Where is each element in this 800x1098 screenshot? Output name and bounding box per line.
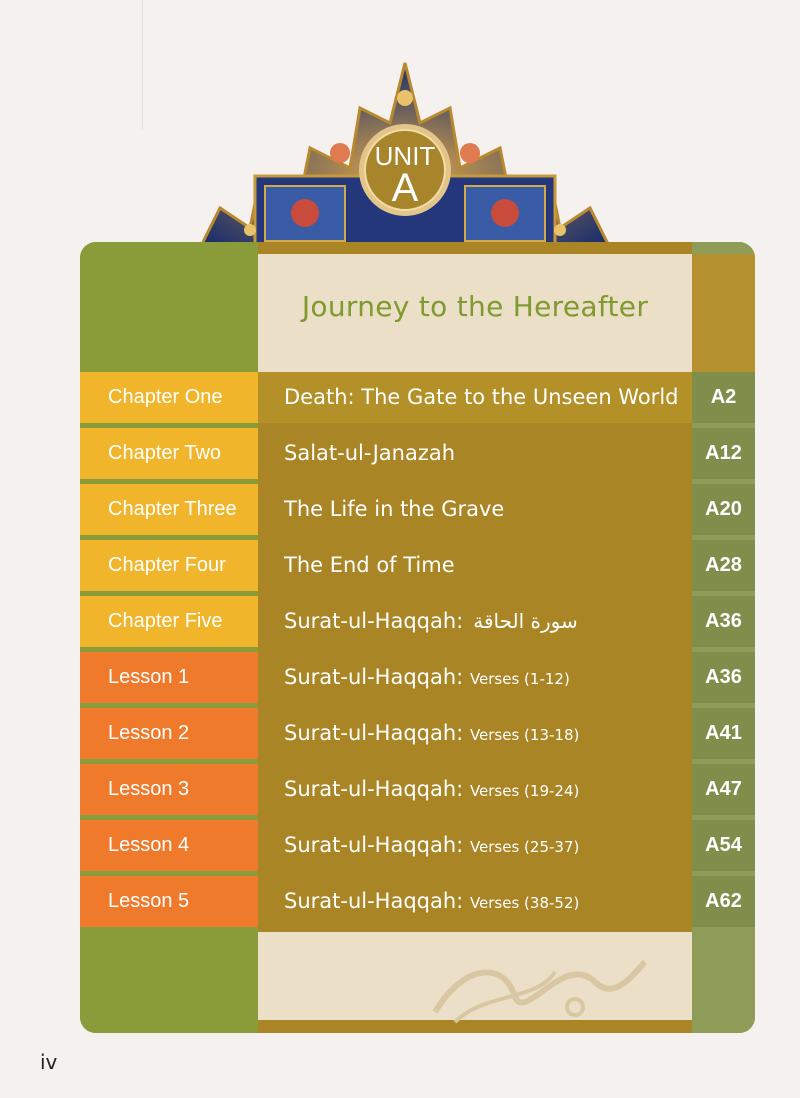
toc-row-title: Surat-ul-Haqqah: Verses (13-18) bbox=[258, 708, 692, 759]
toc-row-page: A47 bbox=[692, 764, 755, 815]
toc-row-label: Lesson 2 bbox=[80, 708, 258, 759]
toc-row-page: A41 bbox=[692, 708, 755, 759]
toc-row[interactable] bbox=[80, 596, 755, 647]
unit-title: Journey to the Hereafter bbox=[301, 290, 649, 323]
toc-row-label: Chapter Three bbox=[80, 484, 258, 535]
unit-word: UNIT bbox=[374, 141, 436, 171]
toc-row-title: Surat-ul-Haqqah: Verses (38-52) bbox=[258, 876, 692, 927]
toc-row-page: A2 bbox=[692, 372, 755, 423]
toc-row-verses: Verses (13-18) bbox=[469, 726, 580, 744]
toc-row[interactable] bbox=[80, 876, 755, 927]
toc-row[interactable] bbox=[80, 540, 755, 591]
toc-row[interactable] bbox=[80, 652, 755, 703]
toc-row-page: A62 bbox=[692, 876, 755, 927]
page-number: iv bbox=[40, 1050, 58, 1074]
toc-row-title: The Life in the Grave bbox=[258, 484, 692, 535]
toc-row-verses: Verses (38-52) bbox=[469, 894, 580, 912]
toc-row-page: A54 bbox=[692, 820, 755, 871]
toc-row-title: Surat-ul-Haqqah: Verses (19-24) bbox=[258, 764, 692, 815]
toc-row-verses: Verses (19-24) bbox=[469, 782, 580, 800]
toc-row-page: A36 bbox=[692, 652, 755, 703]
toc-row-label: Chapter Two bbox=[80, 428, 258, 479]
toc-row-page: A20 bbox=[692, 484, 755, 535]
toc-row-label: Chapter Four bbox=[80, 540, 258, 591]
toc-row-page: A12 bbox=[692, 428, 755, 479]
header-right-band bbox=[692, 254, 755, 376]
toc-row[interactable] bbox=[80, 484, 755, 535]
footer-right-band bbox=[692, 932, 755, 1033]
toc-row-title: Surat-ul-Haqqah: Verses (1-12) bbox=[258, 652, 692, 703]
toc-row-title: Salat-ul-Janazah bbox=[258, 428, 692, 479]
footer-left-band bbox=[80, 932, 258, 1033]
toc-row[interactable] bbox=[80, 764, 755, 815]
toc-row-verses: Verses (25-37) bbox=[469, 838, 580, 856]
toc-row-label: Chapter One bbox=[80, 372, 258, 423]
toc-row-title: Surat-ul-Haqqah: سورة الحاقة bbox=[258, 596, 692, 647]
toc-row-label: Chapter Five bbox=[80, 596, 258, 647]
toc-row-title: Death: The Gate to the Unseen World bbox=[258, 372, 692, 423]
toc-row-label: Lesson 5 bbox=[80, 876, 258, 927]
toc-row-title: Surat-ul-Haqqah: Verses (25-37) bbox=[258, 820, 692, 871]
unit-letter: A bbox=[391, 166, 419, 210]
toc-row[interactable] bbox=[80, 708, 755, 759]
toc-row-label: Lesson 1 bbox=[80, 652, 258, 703]
toc-row[interactable] bbox=[80, 372, 755, 423]
contents-table bbox=[80, 242, 755, 1033]
toc-row-label: Lesson 3 bbox=[80, 764, 258, 815]
toc-row-verses: Verses (1-12) bbox=[469, 670, 570, 688]
arabic-surah-name: سورة الحاقة bbox=[473, 609, 578, 633]
toc-row-label: Lesson 4 bbox=[80, 820, 258, 871]
toc-row[interactable] bbox=[80, 820, 755, 871]
toc-row-title: The End of Time bbox=[258, 540, 692, 591]
bleed-divider bbox=[142, 0, 143, 130]
toc-row-page: A28 bbox=[692, 540, 755, 591]
toc-row-page: A36 bbox=[692, 596, 755, 647]
calligraphy-watermark-icon bbox=[425, 942, 655, 1027]
toc-row[interactable] bbox=[80, 428, 755, 479]
